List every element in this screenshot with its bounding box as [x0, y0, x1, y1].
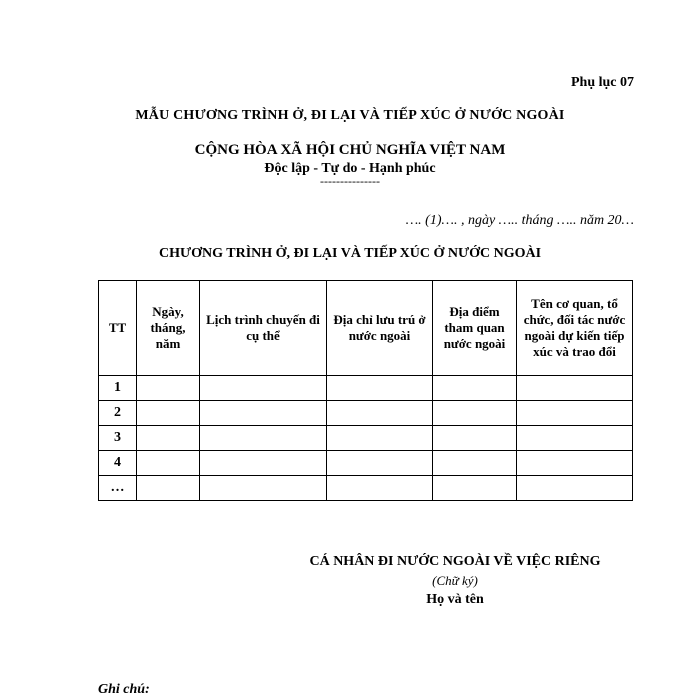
row-number: … — [99, 476, 137, 501]
table-cell — [327, 401, 433, 426]
row-number: 2 — [99, 401, 137, 426]
table-cell — [327, 451, 433, 476]
table-row — [99, 376, 633, 401]
column-header-contact-organization: Tên cơ quan, tổ chức, đối tác nước ngoài dự kiến tiếp xúc và trao đổi — [517, 281, 633, 376]
table-cell — [517, 376, 633, 401]
table-cell — [517, 426, 633, 451]
table-cell — [433, 476, 517, 501]
national-motto: Độc lập - Tự do - Hạnh phúc — [264, 161, 436, 176]
signer-name-label: Họ và tên — [426, 592, 484, 607]
column-header-tt: TT — [99, 281, 137, 376]
table-cell — [433, 451, 517, 476]
appendix-label: Phụ lục 07 — [570, 75, 634, 90]
table-cell — [327, 376, 433, 401]
table-row — [99, 426, 633, 451]
table-cell — [200, 451, 327, 476]
program-title: CHƯƠNG TRÌNH Ở, ĐI LẠI VÀ TIẾP XÚC Ở NƯỚC NGOÀI — [158, 246, 542, 261]
table-cell — [137, 376, 200, 401]
table-cell — [137, 401, 200, 426]
motto-underline: --------------- — [320, 174, 380, 188]
row-number: 4 — [99, 451, 137, 476]
table-cell — [200, 376, 327, 401]
table-cell — [517, 476, 633, 501]
signature-title: CÁ NHÂN ĐI NƯỚC NGOÀI VỀ VIỆC RIÊNG — [309, 554, 601, 569]
table-cell — [517, 451, 633, 476]
table-cell — [327, 476, 433, 501]
form-title: MẪU CHƯƠNG TRÌNH Ở, ĐI LẠI VÀ TIẾP XÚC Ở NƯỚC NGOÀI — [135, 108, 565, 123]
table-cell — [200, 401, 327, 426]
table-cell — [137, 426, 200, 451]
place-date-line: …. (1)…. , ngày ….. tháng ….. năm 20… — [405, 213, 634, 228]
column-header-visit-place: Địa điểm tham quan nước ngoài — [433, 281, 517, 376]
table-header-row — [99, 281, 633, 376]
schedule-table — [98, 280, 633, 501]
table-cell — [433, 426, 517, 451]
table-cell — [200, 476, 327, 501]
row-number: 1 — [99, 376, 137, 401]
nation-title: CỘNG HÒA XÃ HỘI CHỦ NGHĨA VIỆT NAM — [194, 142, 506, 158]
table-cell — [433, 376, 517, 401]
notes-label: Ghi chú: — [98, 682, 150, 697]
column-header-date: Ngày, tháng, năm — [137, 281, 200, 376]
column-header-itinerary: Lịch trình chuyến đi cụ thể — [200, 281, 327, 376]
row-number: 3 — [99, 426, 137, 451]
table-cell — [200, 426, 327, 451]
table-cell — [433, 401, 517, 426]
column-header-address: Địa chỉ lưu trú ở nước ngoài — [327, 281, 433, 376]
table-row — [99, 451, 633, 476]
table-cell — [517, 401, 633, 426]
table-cell — [137, 451, 200, 476]
table-cell — [137, 476, 200, 501]
table-row — [99, 476, 633, 501]
table-cell — [327, 426, 433, 451]
signature-note: (Chữ ký) — [432, 573, 478, 588]
table-row — [99, 401, 633, 426]
